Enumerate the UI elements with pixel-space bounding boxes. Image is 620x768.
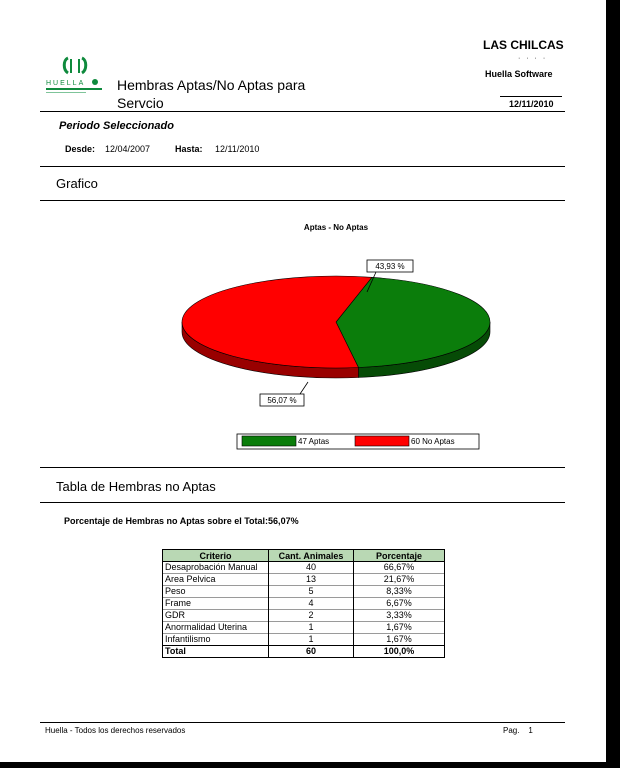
- percentage-summary: Porcentaje de Hembras no Aptas sobre el Total:56,07%: [64, 516, 299, 526]
- cell-porcentaje: 6,67%: [354, 598, 445, 610]
- total-porcentaje: 100,0%: [354, 646, 445, 658]
- to-label: Hasta:: [175, 144, 203, 154]
- table-row: [163, 622, 445, 634]
- header-porcentaje: Porcentaje: [354, 550, 445, 562]
- table-row: [163, 562, 445, 574]
- header-criterio: Criterio: [163, 550, 269, 562]
- cell-porcentaje: 3,33%: [354, 610, 445, 622]
- label-no-aptas-box: [260, 394, 304, 406]
- table-row: [163, 598, 445, 610]
- table-section-divider-bottom: [40, 502, 565, 503]
- cell-cantidad: 1: [269, 622, 354, 634]
- footer-page: [503, 726, 533, 735]
- chart-legend: [237, 434, 479, 449]
- page-frame-right: [606, 0, 620, 768]
- cell-criterio: Desaprobación Manual: [163, 562, 269, 574]
- page-label: Pag.: [503, 726, 520, 735]
- cell-criterio: Peso: [163, 586, 269, 598]
- cell-criterio: Infantilismo: [163, 634, 269, 646]
- pie-slices: [182, 276, 490, 378]
- total-cantidad: 60: [269, 646, 354, 658]
- table-row: [163, 574, 445, 586]
- cell-cantidad: 5: [269, 586, 354, 598]
- chart-section-divider-top: [40, 166, 565, 167]
- table-header-row: [163, 550, 445, 562]
- company-subtitle-dots: · · · ·: [518, 55, 548, 62]
- chart-title: Aptas - No Aptas: [303, 223, 369, 232]
- cell-cantidad: 1: [269, 634, 354, 646]
- cell-criterio: Area Pelvica: [163, 574, 269, 586]
- cell-cantidad: 4: [269, 598, 354, 610]
- chart-section-title: Grafico: [56, 176, 98, 191]
- cell-cantidad: 2: [269, 610, 354, 622]
- cell-porcentaje: 21,67%: [354, 574, 445, 586]
- legend-swatch-aptas: [242, 436, 296, 446]
- page-frame-bottom: [0, 762, 620, 768]
- footer-rights: Huella - Todos los derechos reservados: [45, 726, 186, 735]
- footer-divider: [40, 722, 565, 723]
- page-number: 1: [528, 726, 533, 735]
- table-section-divider-top: [40, 467, 565, 468]
- label-aptas-box: [367, 260, 413, 272]
- cell-cantidad: 13: [269, 574, 354, 586]
- table-row: [163, 610, 445, 622]
- pie-chart: [170, 210, 500, 460]
- cell-porcentaje: 66,67%: [354, 562, 445, 574]
- software-name: Huella Software: [485, 69, 553, 79]
- report-date: 12/11/2010: [509, 99, 554, 109]
- to-value: 12/11/2010: [215, 144, 260, 154]
- cell-criterio: Anormalidad Uterina: [163, 622, 269, 634]
- label-no-aptas-leader: [300, 382, 308, 394]
- table-row: [163, 634, 445, 646]
- from-label: Desde:: [65, 144, 96, 154]
- total-label: Total: [163, 646, 269, 658]
- label-no-aptas: 56,07 %: [267, 396, 297, 405]
- report-title: Hembras Aptas/No Aptas para Servcio: [117, 77, 306, 111]
- legend-swatch-no-aptas: [355, 436, 409, 446]
- table-section-title: Tabla de Hembras no Aptas: [56, 479, 216, 494]
- cell-criterio: GDR: [163, 610, 269, 622]
- header-divider: [40, 111, 565, 112]
- cell-criterio: Frame: [163, 598, 269, 610]
- period-title: Periodo Seleccionado: [59, 120, 174, 132]
- logo-wordmark: HUELLA: [46, 80, 86, 87]
- legend-aptas: 47 Aptas: [298, 437, 330, 446]
- company-name: LAS CHILCAS: [483, 38, 564, 52]
- header-cant-animales: Cant. Animales: [269, 550, 354, 562]
- cell-porcentaje: 1,67%: [354, 634, 445, 646]
- cell-cantidad: 40: [269, 562, 354, 574]
- legend-no-aptas: 60 No Aptas: [411, 437, 455, 446]
- huella-logo-icon: [44, 56, 106, 96]
- cell-porcentaje: 1,67%: [354, 622, 445, 634]
- label-aptas: 43,93 %: [375, 262, 405, 271]
- table-total-row: [163, 646, 445, 658]
- from-value: 12/04/2007: [105, 144, 151, 154]
- criteria-table: [162, 549, 445, 658]
- chart-section-divider-bottom: [40, 200, 565, 201]
- cell-porcentaje: 8,33%: [354, 586, 445, 598]
- table-row: [163, 586, 445, 598]
- date-divider: [500, 96, 562, 97]
